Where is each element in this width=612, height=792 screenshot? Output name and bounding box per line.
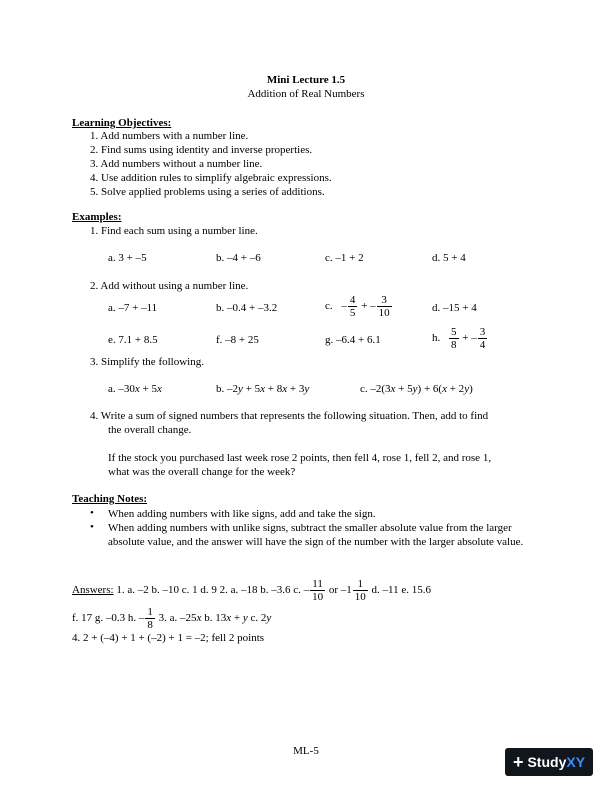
numerator: 4: [349, 294, 356, 306]
example-2c-op: + –: [361, 300, 376, 313]
logo-study-text: Study: [527, 754, 567, 770]
variable: y: [412, 383, 418, 395]
text: +: [231, 612, 243, 625]
denominator: 8: [147, 619, 153, 631]
logo-xy-text: XY: [566, 754, 586, 770]
text: b. –2: [216, 383, 238, 395]
objective-item: 4. Use addition rules to simplify algebraic expressions.: [90, 172, 332, 184]
text: 3. a. –25: [158, 612, 197, 625]
answers-line-3: 4. 2 + (–4) + 1 + (–2) + 1 = –2; fell 2 points: [72, 632, 265, 644]
page-subtitle: Addition of Real Numbers: [247, 88, 365, 100]
variable: x: [226, 612, 232, 625]
answers-line-2: [72, 606, 271, 631]
bullet-icon: •: [90, 521, 94, 533]
example-2-prompt: 2. Add without using a number line.: [90, 280, 249, 292]
example-4-story-line2: what was the overall change for the week?: [108, 466, 296, 478]
text: f. 17 g. –0.3 h.: [72, 612, 137, 625]
example-4-prompt-line2: the overall change.: [108, 424, 192, 436]
plus-icon: +: [512, 751, 524, 772]
text: + 5: [242, 383, 261, 395]
variable: y: [238, 383, 243, 395]
text: + 5: [395, 383, 413, 395]
numerator: 3: [377, 294, 392, 307]
fraction: [377, 294, 392, 319]
variable: y: [464, 383, 470, 395]
text: a. –30: [108, 383, 135, 395]
variable: x: [390, 383, 396, 395]
numerator: 1: [353, 578, 368, 591]
example-1a: a. 3 + –5: [108, 252, 147, 264]
example-2b: b. –0.4 + –3.2: [216, 302, 278, 314]
variable: y: [304, 383, 310, 395]
variable: x: [134, 383, 140, 395]
text: + 2: [446, 383, 465, 395]
teaching-notes-heading: Teaching Notes:: [72, 493, 148, 505]
variable: x: [196, 612, 202, 625]
example-2h: [432, 326, 488, 351]
text: 1. a. –2 b. –10 c. 1 d. 9 2. a. –18 b. –3.6 c.: [116, 584, 301, 597]
objective-item: 5. Solve applied problems using a series of additions.: [90, 186, 325, 198]
objectives-heading: Learning Objectives:: [72, 117, 172, 129]
example-1-prompt: 1. Find each sum using a number line.: [90, 225, 258, 237]
bullet-icon: •: [90, 507, 94, 519]
example-2c: [325, 294, 393, 319]
example-2a: a. –7 + –11: [108, 302, 158, 314]
example-2c-neg: –: [341, 300, 347, 313]
variable: y: [242, 612, 248, 625]
fraction: [145, 606, 155, 631]
example-1c: c. –1 + 2: [325, 252, 364, 264]
denominator: 10: [378, 307, 390, 319]
numerator: 1: [147, 606, 153, 618]
variable: x: [157, 383, 162, 395]
example-3b: [216, 383, 309, 395]
example-3-prompt: 3. Simplify the following.: [90, 356, 204, 368]
fraction: [310, 578, 325, 603]
example-3c: [360, 383, 473, 395]
denominator: 10: [312, 591, 324, 603]
variable: x: [282, 383, 288, 395]
example-2f: f. –8 + 25: [216, 334, 259, 346]
answers-line-1: [72, 578, 431, 603]
denominator: 5: [349, 307, 356, 319]
variable: x: [260, 383, 265, 395]
example-4-story-line1: If the stock you purchased last week rose 2 points, then fell 4, rose 1, fell 2, and rose 1,: [108, 452, 492, 464]
fraction: [348, 294, 358, 319]
example-4-prompt-line1: 4. Write a sum of signed numbers that represents the following situation. Then, add to find: [90, 410, 489, 422]
example-2g: g. –6.4 + 6.1: [325, 334, 381, 346]
example-2e: e. 7.1 + 8.5: [108, 334, 158, 346]
numerator: 5: [451, 326, 457, 338]
numerator: 11: [310, 578, 325, 591]
example-3a: [108, 383, 162, 395]
variable: y: [266, 612, 272, 625]
text: d. –11 e. 15.6: [371, 584, 431, 597]
denominator: 10: [354, 591, 366, 603]
example-2c-label: c.: [325, 300, 333, 313]
page-title: Mini Lecture 1.5: [266, 74, 346, 86]
example-2h-op: + –: [462, 332, 477, 345]
studyxy-logo[interactable]: [505, 748, 593, 776]
text: –: [138, 612, 145, 625]
text: + 5: [139, 383, 157, 395]
objective-item: 2. Find sums using identity and inverse properties.: [90, 144, 313, 156]
objective-item: 3. Add numbers without a number line.: [90, 158, 263, 170]
answers-label: Answers:: [72, 584, 114, 597]
text: b. 13: [201, 612, 227, 625]
example-2h-label: h.: [432, 332, 441, 345]
fraction: [353, 578, 368, 603]
text: –: [303, 584, 310, 597]
fraction: [449, 326, 459, 351]
teaching-note: When adding numbers with like signs, add and take the sign.: [108, 508, 376, 520]
teaching-note: When adding numbers with unlike signs, subtract the smaller absolute value from the larger absolute value, and the answer will have the sign of the number with the larger absolute value.: [108, 522, 524, 548]
fraction: [478, 326, 488, 351]
example-1d: d. 5 + 4: [432, 252, 466, 264]
objective-item: 1. Add numbers with a number line.: [90, 130, 249, 142]
example-1b: b. –4 + –6: [216, 252, 261, 264]
text: + 8: [265, 383, 283, 395]
text: or –1: [328, 584, 352, 597]
text: + 3: [287, 383, 305, 395]
denominator: 4: [479, 339, 486, 351]
text: c. –2(3: [360, 383, 391, 395]
variable: x: [442, 383, 447, 395]
text: ) + 6(: [417, 383, 443, 395]
denominator: 8: [451, 339, 457, 351]
text: c. 2: [247, 612, 267, 625]
numerator: 3: [479, 326, 486, 338]
example-2d: d. –15 + 4: [432, 302, 477, 314]
text: ): [469, 383, 473, 395]
page-number: ML-5: [293, 745, 319, 757]
examples-heading: Examples:: [72, 211, 122, 223]
